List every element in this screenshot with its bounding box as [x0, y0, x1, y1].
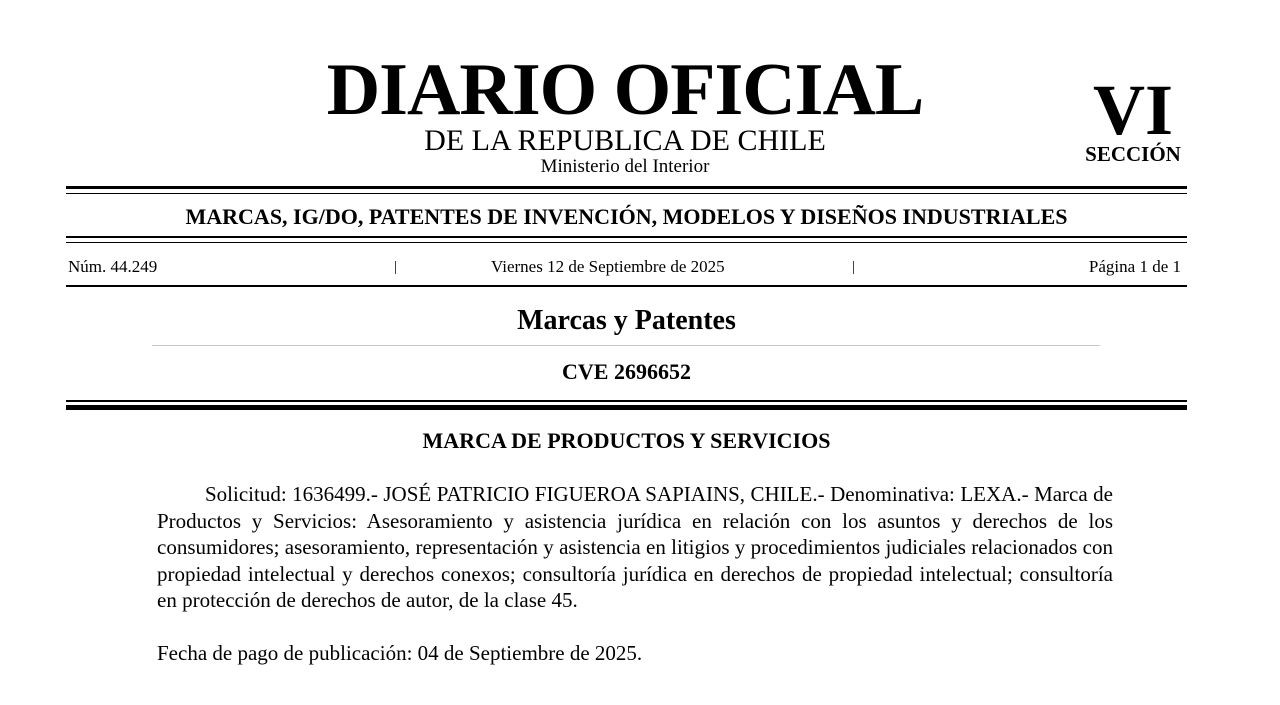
cve-rule-thin	[66, 400, 1187, 402]
top-rule-thin	[66, 193, 1187, 194]
info-separator: |	[852, 259, 856, 275]
heading-divider	[152, 345, 1100, 346]
notice-type: MARCA DE PRODUCTOS Y SERVICIOS	[422, 428, 831, 453]
ministry-label: Ministerio del Interior	[540, 156, 710, 177]
page-heading: Marcas y Patentes	[517, 305, 736, 336]
newspaper-title: DIARIO OFICIAL	[326, 49, 924, 131]
cve-rule-thick	[66, 405, 1187, 410]
newspaper-subtitle: DE LA REPUBLICA DE CHILE	[424, 124, 826, 157]
info-separator: |	[394, 259, 398, 275]
notice-body: Solicitud: 1636499.- JOSÉ PATRICIO FIGUEROA SAPIAINS, CHILE.- Denominativa: LEXA.- Marca de Productos y Servicios: Asesoramiento y asistencia jurídica en relación con los asuntos y derechos de los consumidores; asesoramiento, representación y asistencia en litigios y procedimientos judiciales relacionados con propiedad intelectual y derechos conexos; consultoría jurídica en derechos de propiedad intelectual; consultoría en protección de derechos de autor, de la clase 45.	[157, 482, 1113, 613]
cve-code: CVE 2696652	[562, 359, 691, 384]
mid-rule-thick	[66, 236, 1187, 238]
top-rule-thick	[66, 186, 1187, 189]
info-rule	[66, 285, 1187, 287]
payment-date: Fecha de pago de publicación: 04 de Septiembre de 2025.	[157, 641, 643, 665]
section-number: VI	[1092, 70, 1173, 150]
mid-rule-thin	[66, 242, 1187, 243]
section-title: MARCAS, IG/DO, PATENTES DE INVENCIÓN, MODELOS Y DISEÑOS INDUSTRIALES	[185, 204, 1068, 229]
section-label: SECCIÓN	[1085, 142, 1181, 166]
issue-date: Viernes 12 de Septiembre de 2025	[491, 257, 725, 276]
issue-number: Núm. 44.249	[68, 257, 158, 276]
page-indicator: Página 1 de 1	[1088, 257, 1181, 276]
